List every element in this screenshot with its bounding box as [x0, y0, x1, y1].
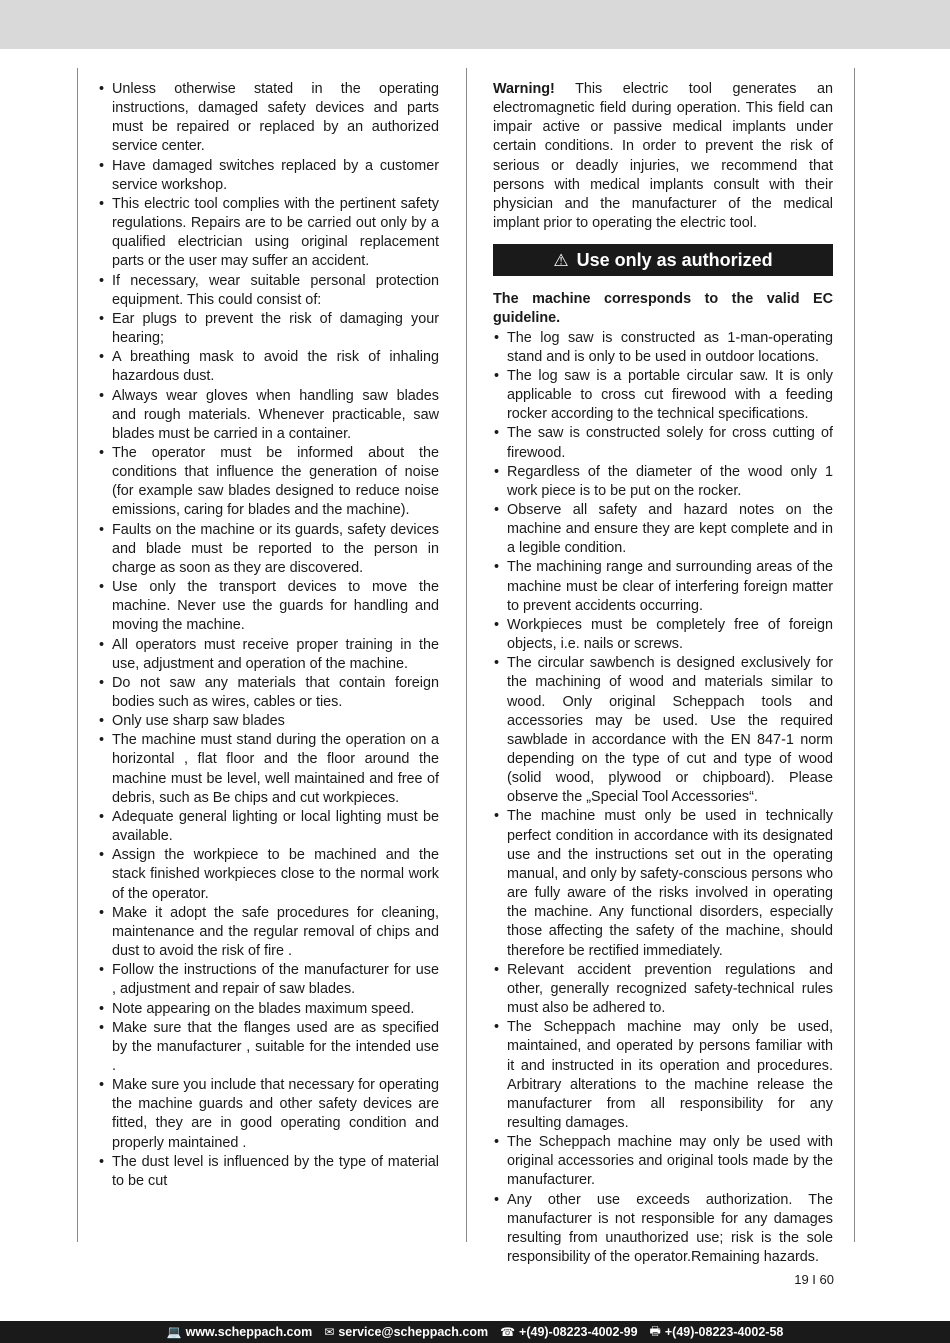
- warning-text: This electric tool generates an electromagnetic field during operation. This field can impair active or passive medical implants under certain conditions. In order to prevent the risk of serious or deadly injuries, we recommend that persons with medical implants consult with their physician and the manufacturer of the medical implant prior to operating the electric tool.: [493, 81, 833, 232]
- column-rule-right: [854, 68, 855, 1242]
- list-item: • All operators must receive proper training in the use, adjustment and operation of the machine.: [98, 636, 439, 674]
- list-item: • The circular sawbench is designed exclusively for the machining of wood and materials similar to wood. Only original Scheppach tools and accessories may be used. Use the required sawblade in accordance with the EN 847-1 norm depending on the type of cut and type of wood (solid wood, plywood or chipboard). Please observe the „Special Tool Accessories“.: [493, 654, 833, 807]
- list-item: • Make it adopt the safe procedures for cleaning, maintenance and the regular removal of chips and dust to avoid the risk of fire .: [98, 904, 439, 961]
- list-item: • The log saw is constructed as 1-man-operating stand and is only to be used in outdoor locations.: [493, 329, 833, 367]
- list-item: • The machine must stand during the operation on a horizontal , flat floor and the floor around the machine must be level, well maintained and free of debris, such as Be chips and cut workpieces.: [98, 731, 439, 808]
- list-item: • Unless otherwise stated in the operating instructions, damaged safety devices and parts must be repaired or replaced by an authorized service center.: [98, 80, 439, 157]
- fax-icon: 🖶: [649, 1323, 661, 1338]
- page-number: 19 I 60: [794, 1272, 834, 1287]
- warning-triangle-icon: ⚠: [553, 250, 569, 270]
- footer-website[interactable]: [167, 1325, 313, 1339]
- list-item: • Any other use exceeds authorization. The manufacturer is not responsible for any damages resulting from unauthorized use; risk is the sole responsibility of the operator.Remaining hazards.: [493, 1191, 833, 1268]
- list-item: • Note appearing on the blades maximum speed.: [98, 1000, 439, 1019]
- list-item: • Regardless of the diameter of the wood only 1 work piece is to be put on the rocker.: [493, 463, 833, 501]
- list-item: • Observe all safety and hazard notes on the machine and ensure they are kept complete and in a legible condition.: [493, 501, 833, 558]
- list-item: • Make sure that the flanges used are as specified by the manufacturer , suitable for the intended use .: [98, 1019, 439, 1076]
- list-item: • Always wear gloves when handling saw blades and rough materials. Whenever practicable, saw blades must be carried in a container.: [98, 387, 439, 444]
- computer-icon: 💻: [166, 1325, 182, 1339]
- list-item: • Use only the transport devices to move the machine. Never use the guards for handling and moving the machine.: [98, 578, 439, 635]
- list-item: • Have damaged switches replaced by a customer service workshop.: [98, 157, 439, 195]
- header-band: [0, 0, 950, 49]
- column-rule-left: [77, 68, 78, 1242]
- list-item: • The saw is constructed solely for cross cutting of firewood.: [493, 424, 833, 462]
- list-item: • Workpieces must be completely free of foreign objects, i.e. nails or screws.: [493, 616, 833, 654]
- column-rule-middle: [466, 68, 467, 1242]
- list-item: • Assign the workpiece to be machined and the stack finished workpieces close to the normal work of the operator.: [98, 846, 439, 903]
- telephone-icon: ☎: [500, 1325, 516, 1339]
- list-item: • The Scheppach machine may only be used with original accessories and original tools made by the manufacturer.: [493, 1133, 833, 1190]
- list-item: • Make sure you include that necessary for operating the machine guards and other safety devices are fitted, they are in good operating condition and properly maintained .: [98, 1076, 439, 1153]
- list-item: • The machine must only be used in technically perfect condition in accordance with its designated use and the instructions set out in the operating manual, and only by safety-conscious persons who are fully aware of the risks involved in operating the machine. Any functional disorders, especially those affecting the safety of the machine, should therefore be rectified immediately.: [493, 807, 833, 960]
- footer-phone: [500, 1325, 637, 1339]
- section-title: Use only as authorized: [576, 249, 773, 270]
- footer-email[interactable]: [324, 1325, 488, 1339]
- website-link[interactable]: www.scheppach.com: [185, 1325, 313, 1339]
- list-item: • A breathing mask to avoid the risk of inhaling hazardous dust.: [98, 348, 439, 386]
- list-item: • Ear plugs to prevent the risk of damaging your hearing;: [98, 310, 439, 348]
- list-item: • The Scheppach machine may only be used, maintained, and operated by persons familiar with it and instructed in its operation and procedures. Arbitrary alterations to the machine release the manufacturer from all responsibility for any resulting damages.: [493, 1018, 833, 1133]
- section-heading: [493, 244, 833, 276]
- list-item: • If necessary, wear suitable personal protection equipment. This could consist of:: [98, 272, 439, 310]
- authorized-use-list: [493, 329, 833, 1268]
- warning-note: [493, 80, 833, 233]
- list-item: • Follow the instructions of the manufacturer for use , adjustment and repair of saw blades.: [98, 961, 439, 999]
- list-item: • The dust level is influenced by the type of material to be cut: [98, 1153, 439, 1191]
- section-lead: The machine corresponds to the valid EC guideline.: [493, 291, 833, 327]
- list-item: • Only use sharp saw blades: [98, 712, 439, 731]
- list-item: • The operator must be informed about the conditions that influence the generation of noise (for example saw blades designed to reduce noise emissions, caring for blades and the machine).: [98, 444, 439, 521]
- phone-number: +(49)-08223-4002-99: [519, 1325, 638, 1339]
- footer-fax: [650, 1322, 784, 1343]
- right-column: [493, 80, 833, 1267]
- warning-label: Warning!: [493, 81, 555, 97]
- list-item: • This electric tool complies with the pertinent safety regulations. Repairs are to be carried out only by a qualified electrician using original replacement parts or the user may suffer an accident.: [98, 195, 439, 272]
- fax-number: +(49)-08223-4002-58: [664, 1325, 784, 1339]
- list-item: • Relevant accident prevention regulations and other, generally recognized safety-technical rules must also be adhered to.: [493, 961, 833, 1018]
- email-link[interactable]: service@scheppach.com: [338, 1325, 489, 1339]
- list-item: • The log saw is a portable circular saw. It is only applicable to cross cut firewood with a feeding rocker according to the technical specifications.: [493, 367, 833, 424]
- safety-list: [98, 80, 439, 1191]
- left-column: [98, 80, 439, 1191]
- envelope-icon: ✉: [324, 1325, 335, 1339]
- list-item: • Faults on the machine or its guards, safety devices and blade must be reported to the person in charge as soon as they are discovered.: [98, 521, 439, 578]
- list-item: • The machining range and surrounding areas of the machine must be clear of interfering foreign matter to prevent accidents occurring.: [493, 558, 833, 615]
- footer-bar: [0, 1321, 950, 1343]
- list-item: • Do not saw any materials that contain foreign bodies such as wires, cables or ties.: [98, 674, 439, 712]
- list-item: • Adequate general lighting or local lighting must be available.: [98, 808, 439, 846]
